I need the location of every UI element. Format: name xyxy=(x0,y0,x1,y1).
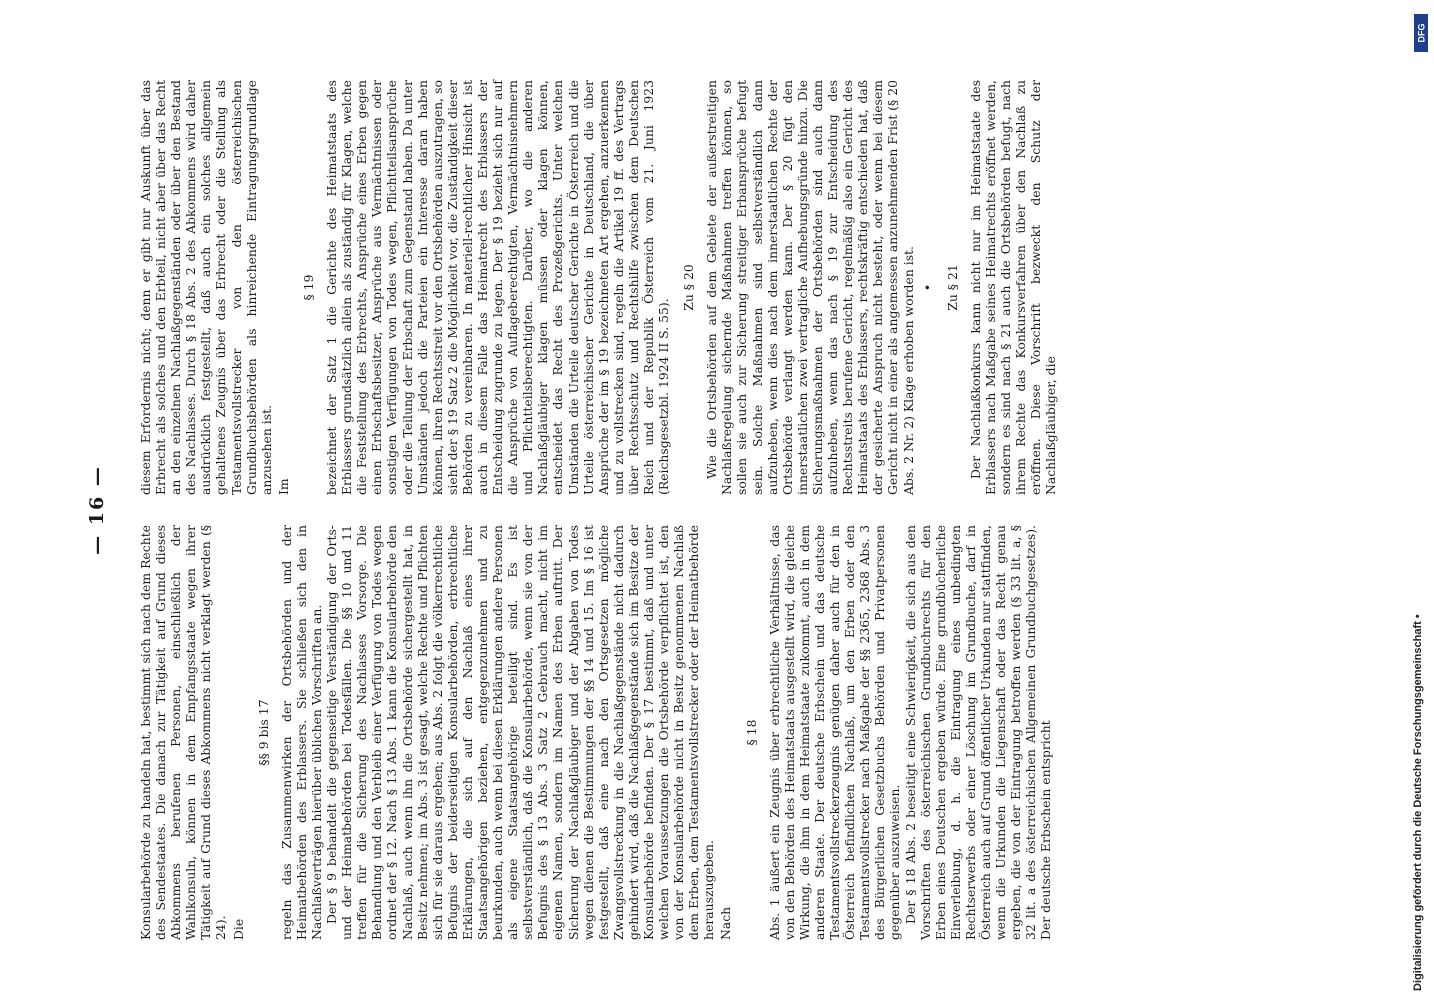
digitization-note: Digitalisierung gefördert durch die Deutsche Forschungsgemeinschaft • xyxy=(1412,614,1424,991)
lead-word: Die xyxy=(230,918,246,940)
page-number: — 16 — xyxy=(86,465,108,555)
right-column xyxy=(138,80,1058,495)
document-page xyxy=(86,80,1290,940)
scanned-page-region xyxy=(86,80,1290,940)
lead-word: Nach xyxy=(718,906,734,940)
paragraph: Der Nachlaßkonkurs kann nicht nur im Heimatstaate des Erblassers nach Maßgabe seines Heimatrechts eröffnet werden, sondern es sind nach § 21 auch die Ortsbehörden befugt, nach ihrem Rechte das Konkursverfahren über den Nachlaß zu eröffnen. Diese Vorschrift bezweckt den Schutz der Nachlaßgläubiger, die xyxy=(967,80,1059,495)
paragraph: Konsularbehörde zu handeln hat, bestimmt sich nach dem Rechte des Sendestaates. Die danach zur Tätigkeit auf Grund dieses Abkommens berufenen Personen, einschließlich der Wahlkonsuln, können in dem Empfangsstaate wegen ihrer Tätigkeit auf Grund dieses Abkommens nicht verklagt werden (§ 24). xyxy=(138,525,229,940)
separator-dot: • xyxy=(919,283,935,292)
section-heading: § 19 xyxy=(300,274,316,301)
dfg-logo xyxy=(1414,14,1428,52)
dfg-logo-text: DFG xyxy=(1416,23,1426,43)
paragraph: Abs. 1 äußert ein Zeugnis über erbrechtliche Verhältnisse, das von den Behörden des Heimatstaats ausgestellt wird, die gleiche Wirkung, die ihm in dem Heimatstaate zukommt, auch in dem anderen Staate. Der deutsche Erbschein und das deutsche Testamentsvollstreckerzeugnis genügen daher auch für den in Österreich befindlichen Nachlaß, um den Erben oder den Testamentsvollstrecker nach Maßgabe der §§ 2365, 2368 Abs. 3 des Bürgerlichen Gesetzbuchs Behörden und Privatpersonen gegenüber auszuweisen. xyxy=(766,525,903,940)
paragraph: Der § 18 Abs. 2 beseitigt eine Schwierigkeit, die sich aus den Vorschriften des österreichischen Grundbuchrechts für den Erben eines Deutschen ergeben würde. Eine grundbücherliche Einverleibung, d. h. die Eintragung eines unbedingten Rechtserwerbs oder einer Löschung im Grundbuche, darf in Österreich auch auf Grund öffentlicher Urkunden nur stattfinden, wenn die Urkunden die Liegenschaft oder das Recht genau ergeben, die von der Eintragung betroffen werden (§ 33 lit. a, § 32 lit. a des österreichischen Allgemeinen Grundbuchgesetzes). Der deutsche Erbschein entspricht xyxy=(902,525,1054,940)
paragraph: diesem Erfordernis nicht; denn er gibt nur Auskunft über das Erbrecht als solches und den Erbteil, nicht aber über das Recht an den einzelnen Nachlaßgegenständen oder über den Bestand des Nachlasses. Durch § 18 Abs. 2 des Abkommens wird daher ausdrücklich festgestellt, daß auch ein solches allgemein gehaltenes Zeugnis über das Erbrecht oder die Stellung als Testamentsvollstrecker von den österreichischen Grundbuchsbehörden als hinreichende Eintragungsgrundlage anzusehen ist. xyxy=(138,80,274,495)
lead-word: Im xyxy=(275,478,291,495)
left-column xyxy=(138,525,1053,940)
paragraph: regeln das Zusammenwirken der Ortsbehörden und der Heimatbehörden des Erblassers. Sie schließen sich den in Nachlaßverträgen hierüber üblichen Vorschriften an. xyxy=(278,525,324,940)
paragraph: Wie die Ortsbehörden auf dem Gebiete der außerstreitigen Nachlaßregelung sichernde Maßnahmen treffen können, so sollen sie auch zur Sicherung streitiger Erbansprüche befugt sein. Solche Maßnahmen sind selbstverständlich dann aufzuheben, wenn dies nach dem innerstaatlichen Rechte der Ortsbehörde verlangt werden kann. Der § 20 fügt den innerstaatlichen zwei vertragliche Aufhebungsgründe hinzu. Die Sicherungsmaßnahmen der Ortsbehörden sind auch dann aufzuheben, wenn das nach § 19 zur Entscheidung des Rechtsstreits berufene Gericht, regelmäßig also ein Gericht des Heimatstaats des Erblassers, rechtskräftig entschieden hat, daß der gesicherte Anspruch nicht besteht, oder wenn bei diesem Gericht nicht in einer als angemessen anzunehmenden Frist (§ 20 Abs. 2 Nr. 2) Klage erhoben worden ist. xyxy=(704,80,916,495)
digitization-strip xyxy=(1410,6,1430,996)
paragraph: bezeichnet der Satz 1 die Gerichte des Heimatstaats des Erblassers grundsätzlich allein als zuständig für Klagen, welche die Feststellung des Erbrechts, Ansprüche eines Erben gegen einen Erbschaftsbesitzer, Ansprüche aus Vermächtnissen oder sonstigen Verfügungen von Todes wegen, Pflichtteilsansprüche oder die Teilung der Erbschaft zum Gegenstand haben. Da unter Umständen jedoch die Parteien ein Interesse daran haben können, ihren Rechtsstreit vor den Ortsbehörden auszutragen, so sieht der § 19 Satz 2 die Möglichkeit vor, die Zuständigkeit dieser Behörden zu vereinbaren. In materiell-rechtlicher Hinsicht ist auch in diesem Falle das Heimatrecht des Erblassers der Entscheidung zugrunde zu legen. Der § 19 bezieht sich nur auf die Ansprüche von Auflageberechtigten, Vermächtnisnehmern und Pflichtteilsberechtigten. Darüber, wo die anderen Nachlaßgläubiger klagen müssen oder klagen können, entscheidet das Recht des Prozeßgerichts. Unter welchen Umständen die Urteile deutscher Gerichte in Österreich und die Urteile österreichischer Gerichte in Deutschland, die über Ansprüche der im § 19 bezeichneten Art ergehen, anzuerkennen und zu vollstrecken sind, regeln die Artikel 19 ff. des Vertrags über Rechtsschutz und Rechtshilfe zwischen dem Deutschen Reich und der Republik Österreich vom 21. Juni 1923 (Reichsgesetzbl. 1924 II S. 55). xyxy=(324,80,672,495)
section-heading: Zu § 20 xyxy=(681,264,697,311)
section-heading: Zu § 21 xyxy=(944,264,960,311)
section-heading: § 18 xyxy=(743,719,759,746)
paragraph: Der § 9 behandelt die gegenseitige Verständigung der Orts- und der Heimatbehörden bei Todesfällen. Die §§ 10 und 11 treffen für die Sicherung des Nachlasses Vorsorge. Die Behandlung und den Verbleib einer Verfügung von Todes wegen ordnet der § 12. Nach § 13 Abs. 1 kann die Konsularbehörde den Nachlaß, auch wenn ihn die Ortsbehörde sichergestellt hat, in Besitz nehmen; im Abs. 3 ist gesagt, welche Rechte und Pflichten sich für sie daraus ergeben; aus Abs. 2 folgt die völkerrechtliche Befugnis der beiderseitigen Konsularbehörden, erbrechtliche Erklärungen, die sich auf den Nachlaß eines ihrer Staatsangehörigen beziehen, entgegenzunehmen und zu beurkunden, auch wenn bei diesen Erklärungen andere Personen als eigene Staatsangehörige beteiligt sind. Es ist selbstverständlich, daß die Konsularbehörde, wenn sie von der Befugnis des § 13 Abs. 3 Satz 2 Gebrauch macht, nicht im eigenen Namen, sondern im Namen des Erben auftritt. Der Sicherung der Nachlaßgläubiger und der Abgaben von Todes wegen dienen die Bestimmungen der §§ 14 und 15. Im § 16 ist festgestellt, daß eine nach den Ortsgesetzen mögliche Zwangsvollstreckung in die Nachlaßgegenstände nicht dadurch gehindert wird, daß die Nachlaßgegenstände sich im Besitze der Konsularbehörde befinden. Der § 17 bestimmt, daß und unter welchen Voraussetzungen die Ortsbehörde verpflichtet ist, den von der Konsularbehörde nicht in Besitz genommenen Nachlaß dem Erben, dem Testamentsvollstrecker oder der Heimatbehörde herauszugeben. xyxy=(324,525,717,940)
section-heading: §§ 9 bis 17 xyxy=(255,699,271,766)
